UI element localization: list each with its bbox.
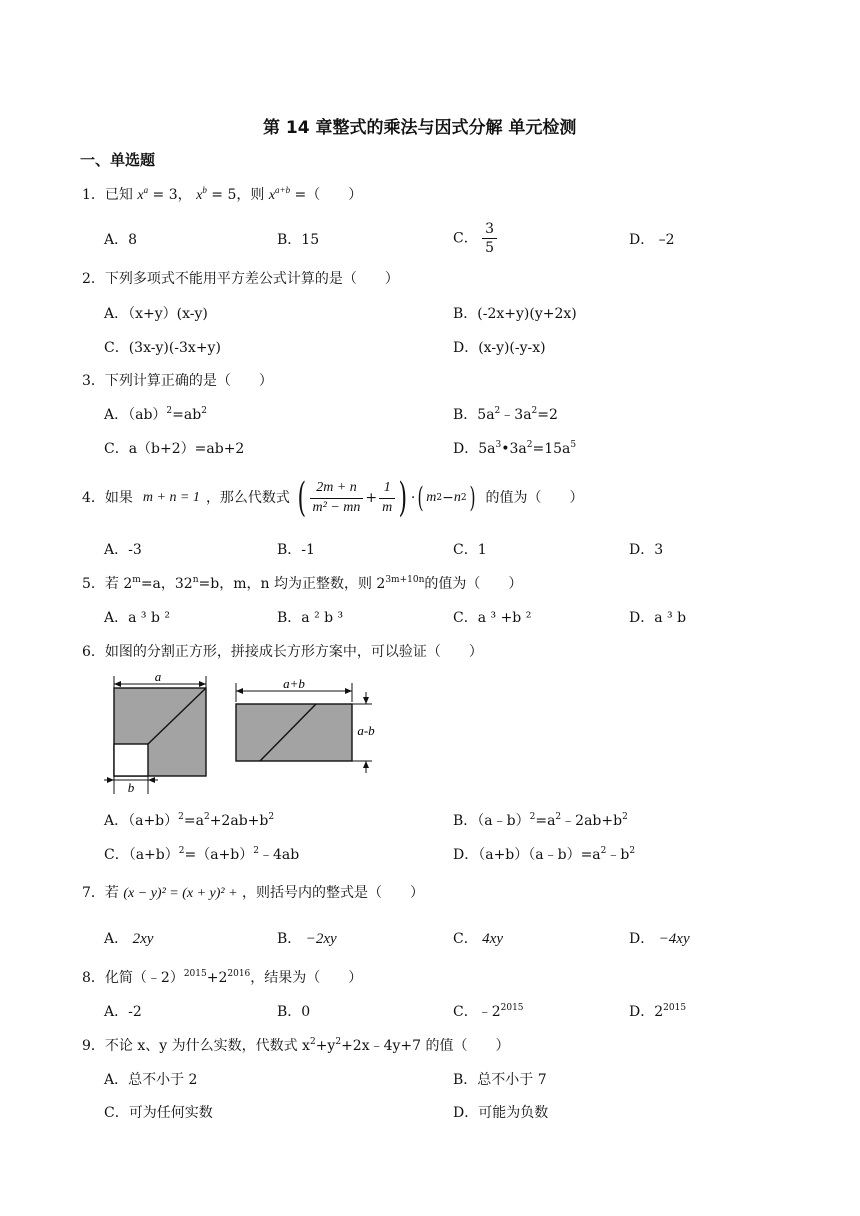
q5-option-a: A．a ³ b ²	[104, 610, 170, 626]
question-5-stem: 5．若 $2^m=a$，$32^n=b$，m，n 均为正整数，则 $2^{3m+10n}$的值为（ ）	[82, 575, 523, 592]
q2-option-a: A．（x+y）(x-y)	[104, 306, 208, 322]
section-heading: 一、单选题	[80, 151, 156, 169]
question-4-stem: 4．如果 m + n = 1 ，那么代数式 ( $\frac{2m + n}{\text{m² − mn}}$ + $\frac{1}{m}$ ) · ( m 2 − n 2 ) 的值为（ ）	[82, 475, 584, 521]
q1-option-a: A．8	[104, 232, 138, 248]
q5-option-c: C．a ³ +b ²	[453, 610, 532, 626]
question-6-stem: 6．如图的分割正方形，拼接成长方形方案中，可以验证（ ）	[82, 644, 483, 660]
q9-option-d: D．可能为负数	[453, 1105, 549, 1121]
question-2-stem: 2．下列多项式不能用平方差公式计算的是（ ）	[82, 271, 399, 287]
square-rectangle-figure	[100, 668, 390, 798]
q9-option-a: A．总不小于 2	[104, 1072, 198, 1088]
label-a: a	[154, 669, 162, 684]
q7-option-a: A． 2xy	[104, 931, 154, 947]
question-7-stem: 7．若 (x − y)² = (x + y)² + ，则括号内的整式是（ ）	[82, 885, 425, 901]
q5-option-b: B．a ² b ³	[277, 610, 344, 626]
q1-option-b: B．15	[277, 232, 320, 248]
label-b: b	[127, 780, 135, 795]
page-title: 第 14 章整式的乘法与因式分解 单元检测	[263, 118, 577, 138]
q3-option-b: B．$5a^2﹣3a^2=2$	[453, 406, 558, 423]
q2-option-d: D．(x-y)(-y-x)	[453, 340, 546, 356]
q6-option-a: A．$(a+b)^2=a^2+2ab+b^2$	[104, 812, 275, 829]
label-a-minus-b: a-b	[357, 723, 375, 738]
q3-option-a: A．$(ab)^2=ab^2$	[104, 406, 207, 423]
question-8-stem: 8．化简$(﹣2)^{2015}+2^{2016}$，结果为（ ）	[82, 969, 363, 986]
q6-option-b: B．$(a﹣b)^2=a^2﹣2ab+b^2$	[453, 812, 628, 829]
q8-option-d: D．$2^{2015}$	[629, 1003, 687, 1020]
q8-option-b: B．0	[277, 1004, 311, 1020]
q4-option-a: A．-3	[104, 542, 142, 558]
q4-option-d: D．3	[629, 542, 664, 558]
q6-option-c: C．$(a+b)^2=(a+b)^2﹣4ab$	[104, 846, 300, 863]
q9-option-b: B．总不小于 7	[453, 1072, 547, 1088]
split-square-diagram	[104, 669, 206, 795]
question-3-stem: 3．下列计算正确的是（ ）	[82, 373, 273, 389]
q3-option-d: D．$5a^3•3a^2=15a^5$	[453, 440, 577, 457]
q1-option-d: D． –2	[629, 232, 675, 248]
q3-option-c: C．a（b+2）=ab+2	[104, 441, 245, 457]
q6-option-d: D．$(a+b)(a﹣b)=a^2﹣b^2$	[453, 846, 636, 863]
q2-option-c: C．(3x-y)(-3x+y)	[104, 340, 221, 356]
rectangle-diagram	[236, 676, 375, 773]
q4-option-c: C．1	[453, 542, 487, 558]
q7-option-c: C． 4xy	[453, 931, 503, 947]
q2-option-b: B．(-2x+y)(y+2x)	[453, 306, 577, 322]
q4-option-b: B．-1	[277, 542, 315, 558]
q1-option-c: C． $\frac{3}{5}$	[453, 221, 497, 256]
q9-option-c: C．可为任何实数	[104, 1105, 213, 1121]
label-a-plus-b: a+b	[283, 676, 305, 691]
q8-option-c: C．$﹣2^{2015}$	[453, 1003, 524, 1020]
q8-option-a: A．-2	[104, 1004, 142, 1020]
q7-option-d: D． −4xy	[629, 931, 690, 947]
question-1-stem: 1．已知 $x^a = 3$， $x^b = 5$，则 $x^{a+b}$ =（ ）	[82, 185, 363, 203]
question-9-stem: 9．不论 x、y 为什么实数，代数式 $x^2+y^2+2x﹣4y+7$ 的值（ ）	[82, 1037, 510, 1054]
q7-option-b: B． −2xy	[277, 931, 337, 947]
q5-option-d: D．a ³ b	[629, 610, 687, 626]
